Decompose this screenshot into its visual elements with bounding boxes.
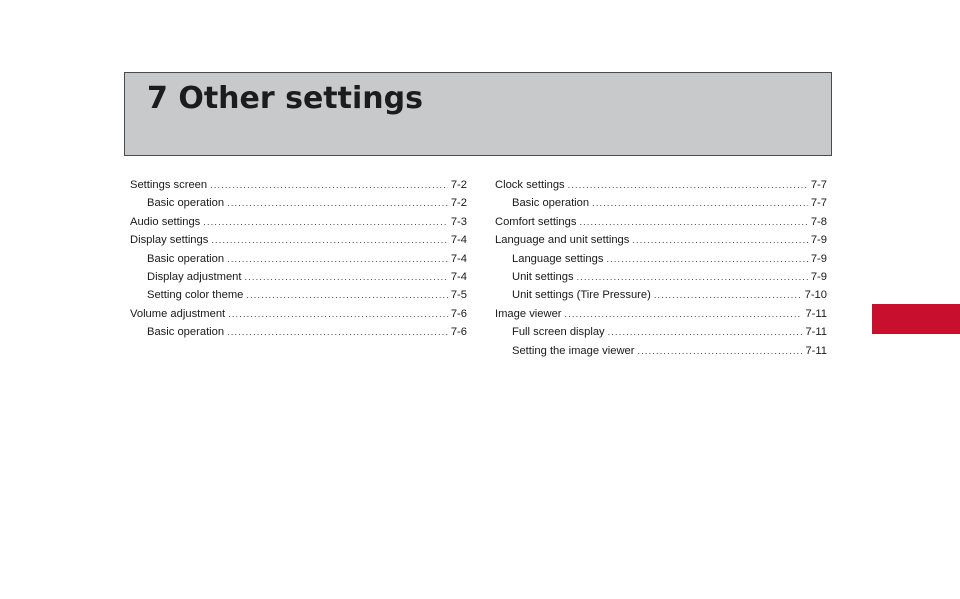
toc-page-number: 7-7 xyxy=(810,179,827,191)
toc-page-number: 7-7 xyxy=(810,197,827,210)
toc-leader-dots xyxy=(228,305,448,323)
toc-page-number: 7-10 xyxy=(804,289,827,302)
toc-entry[interactable] xyxy=(495,250,827,268)
toc-page-number: 7-11 xyxy=(805,344,827,357)
toc-page-number: 7-6 xyxy=(450,307,467,320)
toc-entry[interactable] xyxy=(130,268,467,286)
toc-leader-dots xyxy=(210,176,448,194)
toc-entry[interactable] xyxy=(495,305,827,323)
toc-entry-text: Audio settings xyxy=(130,215,201,228)
toc-entry[interactable] xyxy=(130,194,467,212)
toc-leader-dots xyxy=(632,231,807,249)
toc-leader-dots xyxy=(579,213,807,231)
toc-entry-text: Settings screen xyxy=(130,179,208,191)
toc-leader-dots xyxy=(211,231,447,249)
toc-leader-dots xyxy=(608,323,803,341)
toc-entry[interactable] xyxy=(495,194,827,212)
chapter-banner xyxy=(124,72,832,156)
toc-entry[interactable] xyxy=(130,250,467,268)
toc-entry[interactable] xyxy=(130,305,467,323)
toc-entry-text: Image viewer xyxy=(495,307,562,320)
toc-leader-dots xyxy=(577,268,808,286)
toc-leader-dots xyxy=(654,286,802,304)
toc-page-number: 7-9 xyxy=(810,234,827,247)
toc-page-number: 7-4 xyxy=(450,252,467,265)
toc-page-number: 7-2 xyxy=(450,197,467,210)
toc-entry[interactable] xyxy=(130,213,467,231)
toc-page-number: 7-2 xyxy=(450,179,467,191)
toc-leader-dots xyxy=(227,323,448,341)
toc-entry[interactable] xyxy=(495,268,827,286)
toc-entry-text: Volume adjustment xyxy=(130,307,226,320)
toc-entry-text: Display settings xyxy=(130,234,209,247)
toc-entry-text: Unit settings xyxy=(512,270,574,283)
toc-entry[interactable] xyxy=(130,323,467,341)
toc-page-number: 7-11 xyxy=(805,307,827,320)
toc-entry-text: Comfort settings xyxy=(495,215,577,228)
chapter-title: 7 Other settings xyxy=(147,81,423,116)
toc-entry[interactable] xyxy=(495,176,827,194)
toc-entry[interactable] xyxy=(130,176,467,194)
section-tab xyxy=(872,304,960,334)
toc-entry[interactable] xyxy=(495,231,827,249)
toc-entry-text: Display adjustment xyxy=(147,270,242,283)
toc-entry-text: Language and unit settings xyxy=(495,234,630,247)
toc-entry-text: Clock settings xyxy=(495,179,565,191)
toc-leader-dots xyxy=(638,342,803,360)
toc-leader-dots xyxy=(592,194,808,212)
toc-entry[interactable] xyxy=(130,286,467,304)
toc-leader-dots xyxy=(227,250,448,268)
toc-entry[interactable] xyxy=(495,342,827,360)
toc-page-number: 7-5 xyxy=(450,289,467,302)
toc-entry-text: Basic operation xyxy=(147,326,225,339)
toc-leader-dots xyxy=(246,286,447,304)
toc-page-number: 7-4 xyxy=(450,234,467,247)
toc-page-number: 7-11 xyxy=(805,326,827,339)
toc-entry-text: Language settings xyxy=(512,252,604,265)
toc-left-column xyxy=(130,176,467,342)
toc-page-number: 7-8 xyxy=(810,215,827,228)
toc-entry[interactable] xyxy=(495,286,827,304)
toc-entry-text: Unit settings (Tire Pressure) xyxy=(512,289,651,302)
toc-entry-text: Basic operation xyxy=(147,252,225,265)
toc-entry-text: Basic operation xyxy=(512,197,590,210)
toc-entry-text: Basic operation xyxy=(147,197,225,210)
toc-entry[interactable] xyxy=(130,231,467,249)
toc-leader-dots xyxy=(568,176,808,194)
toc-leader-dots xyxy=(227,194,448,212)
toc-entry-text: Setting color theme xyxy=(147,289,244,302)
toc-page-number: 7-9 xyxy=(810,270,827,283)
toc-leader-dots xyxy=(565,305,803,323)
toc-leader-dots xyxy=(203,213,448,231)
toc-entry-text: Setting the image viewer xyxy=(512,344,635,357)
toc-page-number: 7-4 xyxy=(450,270,467,283)
toc-leader-dots xyxy=(606,250,807,268)
toc-page-number: 7-9 xyxy=(810,252,827,265)
toc-entry[interactable] xyxy=(495,213,827,231)
toc-leader-dots xyxy=(245,268,448,286)
toc-right-column xyxy=(495,176,827,360)
toc-entry-text: Full screen display xyxy=(512,326,605,339)
toc-page-number: 7-6 xyxy=(450,326,467,339)
toc-page-number: 7-3 xyxy=(450,215,467,228)
toc-entry[interactable] xyxy=(495,323,827,341)
